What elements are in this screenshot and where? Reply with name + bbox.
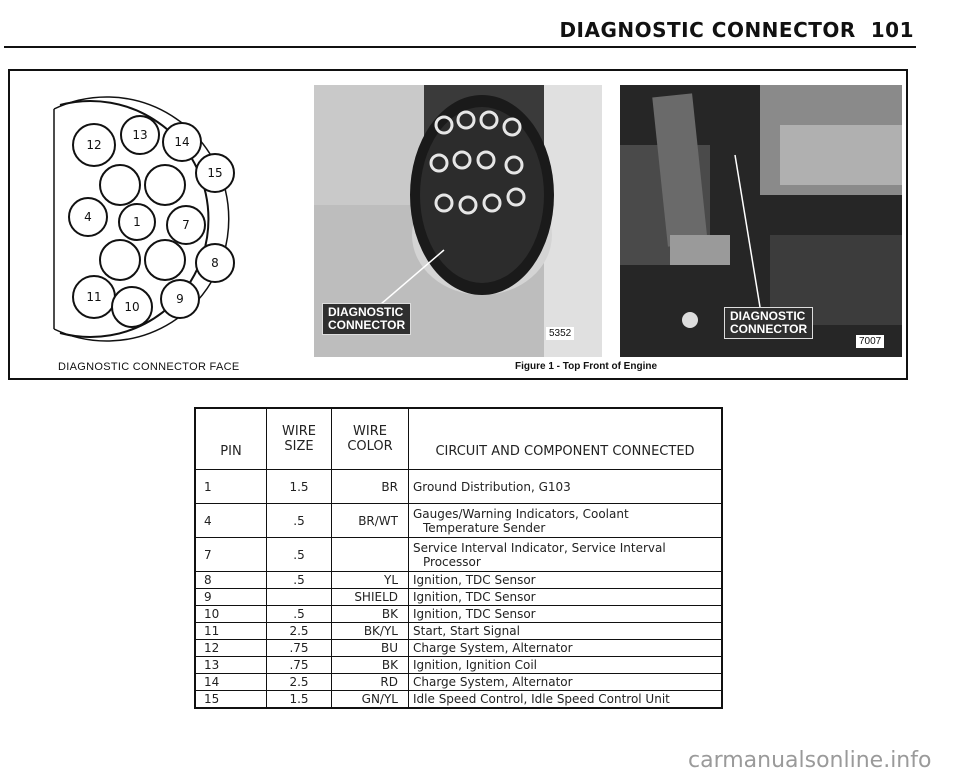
header-rule [4, 46, 916, 48]
wire-color-cell: BU [332, 640, 409, 657]
watermark: carmanualsonline.info [688, 748, 932, 773]
wire-color-cell: BK [332, 606, 409, 623]
circuit-text-continued: Processor [423, 554, 481, 569]
table-row [195, 691, 722, 709]
figure-panel [8, 69, 908, 380]
table-row [195, 640, 722, 657]
wire-color-cell: YL [332, 572, 409, 589]
wire-color-cell [332, 538, 409, 572]
pin-cell: 4 [195, 504, 267, 538]
photo2-callout-line1: DIAGNOSTIC [730, 309, 806, 323]
pin-cell: 15 [195, 691, 267, 709]
pin-cell: 12 [195, 640, 267, 657]
pin-assignment-table [194, 407, 723, 709]
table-row [195, 504, 722, 538]
table-row [195, 589, 722, 606]
photo1-callout [322, 303, 411, 335]
photo2-callout-line2: CONNECTOR [730, 322, 808, 336]
wire-size-cell: 1.5 [267, 470, 332, 504]
circuit-column-header: CIRCUIT AND COMPONENT CONNECTED [409, 408, 723, 470]
circuit-cell: Charge System, Alternator [409, 674, 723, 691]
circuit-cell: Ignition, Ignition Coil [409, 657, 723, 674]
wire-size-cell [267, 589, 332, 606]
circuit-cell: Ignition, TDC Sensor [409, 572, 723, 589]
wire-size-column-header [267, 408, 332, 470]
wire-color-header-line1: WIRE [353, 424, 387, 439]
pin-cell: 8 [195, 572, 267, 589]
page-header [559, 18, 914, 42]
pin-label-1: 1 [133, 215, 141, 229]
wire-size-header-line1: WIRE [282, 424, 316, 439]
pin-cell: 11 [195, 623, 267, 640]
wire-size-cell: 2.5 [267, 674, 332, 691]
table-row [195, 572, 722, 589]
wire-color-column-header [332, 408, 409, 470]
pin-cell: 7 [195, 538, 267, 572]
circuit-cell: Ignition, TDC Sensor [409, 606, 723, 623]
circuit-cell: Charge System, Alternator [409, 640, 723, 657]
pin-label-15: 15 [207, 166, 223, 180]
wire-size-cell: 2.5 [267, 623, 332, 640]
wire-color-cell: BR [332, 470, 409, 504]
photo1-number: 5352 [546, 327, 574, 340]
wire-color-cell: GN/YL [332, 691, 409, 709]
engine-photo-overview [620, 85, 902, 357]
wire-color-cell: BK [332, 657, 409, 674]
wire-size-cell: .5 [267, 572, 332, 589]
circuit-text-continued: Temperature Sender [423, 520, 546, 535]
pin-cell: 13 [195, 657, 267, 674]
circuit-cell: Ignition, TDC Sensor [409, 589, 723, 606]
wire-color-cell: SHIELD [332, 589, 409, 606]
circuit-text: Ground Distribution, G103 [413, 479, 571, 494]
table-header-row [195, 408, 722, 470]
wire-color-cell: BK/YL [332, 623, 409, 640]
wire-color-cell: BR/WT [332, 504, 409, 538]
circuit-text: Service Interval Indicator, Service Interval [413, 540, 666, 555]
pin-label-4: 4 [84, 210, 92, 224]
pin-cell: 9 [195, 589, 267, 606]
circuit-text: Gauges/Warning Indicators, Coolant [413, 506, 629, 521]
pin-label-12: 12 [86, 138, 102, 152]
wire-size-cell: .5 [267, 606, 332, 623]
pin-label-11: 11 [86, 290, 102, 304]
table-row [195, 606, 722, 623]
pin-cell: 10 [195, 606, 267, 623]
wire-size-cell: .5 [267, 538, 332, 572]
photo2-number: 7007 [856, 335, 884, 348]
connector-face-diagram [50, 85, 274, 347]
wire-size-cell: .5 [267, 504, 332, 538]
figure-caption: Figure 1 - Top Front of Engine [515, 361, 658, 372]
face-caption: DIAGNOSTIC CONNECTOR FACE [58, 361, 240, 373]
circuit-cell [409, 470, 723, 504]
table-row [195, 538, 722, 572]
pin-cell: 1 [195, 470, 267, 504]
wire-size-cell: .75 [267, 640, 332, 657]
circuit-cell [409, 504, 723, 538]
header-title: DIAGNOSTIC CONNECTOR [559, 18, 856, 42]
table-row [195, 470, 722, 504]
circuit-cell: Start, Start Signal [409, 623, 723, 640]
pin-cell: 14 [195, 674, 267, 691]
wire-size-cell: .75 [267, 657, 332, 674]
circuit-cell [409, 538, 723, 572]
photo1-callout-line2: CONNECTOR [328, 318, 406, 332]
pin-label-10: 10 [124, 300, 140, 314]
table-row [195, 623, 722, 640]
pin-label-14: 14 [174, 135, 190, 149]
pin-label-8: 8 [211, 256, 219, 270]
wire-color-header-line2: COLOR [347, 439, 393, 454]
table-row [195, 657, 722, 674]
photo2-callout [724, 307, 813, 339]
pin-label-7: 7 [182, 218, 190, 232]
wire-size-cell: 1.5 [267, 691, 332, 709]
page-number: 101 [870, 18, 914, 42]
engine-photo-closeup [314, 85, 602, 357]
pin-column-header: PIN [195, 408, 267, 470]
photo1-callout-line1: DIAGNOSTIC [328, 305, 404, 319]
table-row [195, 674, 722, 691]
pin-label-13: 13 [132, 128, 148, 142]
pin-label-9: 9 [176, 292, 184, 306]
wire-color-cell: RD [332, 674, 409, 691]
wire-size-header-line2: SIZE [284, 439, 314, 454]
circuit-cell: Idle Speed Control, Idle Speed Control Unit [409, 691, 723, 709]
